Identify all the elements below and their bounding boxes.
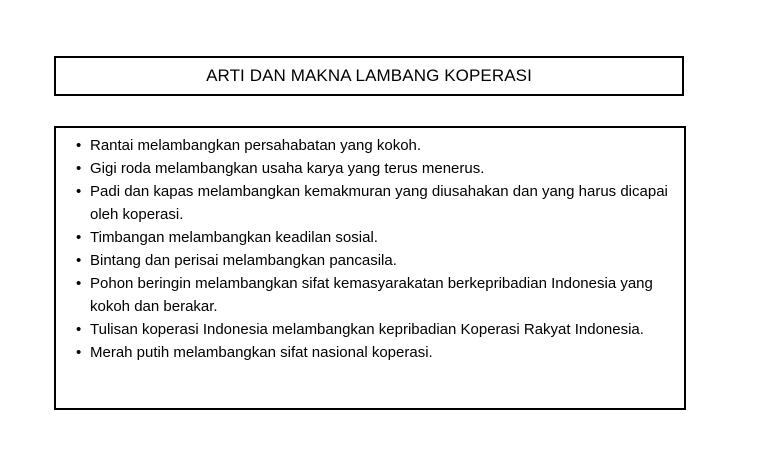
bullet-icon: • (76, 344, 82, 361)
document-title: ARTI DAN MAKNA LAMBANG KOPERASI (206, 66, 532, 85)
list-item-text: Gigi roda melambangkan usaha karya yang terus menerus. (90, 160, 485, 177)
list-item-text: Timbangan melambangkan keadilan sosial. (90, 229, 378, 246)
list-item (76, 157, 674, 180)
list-item (76, 180, 674, 226)
bullet-icon: • (76, 160, 82, 177)
list-item (76, 134, 674, 157)
list-item-text: Merah putih melambangkan sifat nasional koperasi. (90, 344, 433, 361)
list-item-text: Rantai melambangkan persahabatan yang kokoh. (90, 137, 422, 154)
bullet-icon: • (76, 137, 82, 154)
list-item-text: Padi dan kapas melambangkan kemakmuran yang diusahakan dan yang harus dicapai oleh koperasi. (90, 183, 668, 223)
bullet-icon: • (76, 321, 82, 338)
content-box (54, 126, 686, 410)
bullet-icon: • (76, 275, 82, 292)
bullet-list (76, 134, 674, 364)
bullet-icon: • (76, 252, 82, 269)
list-item (76, 249, 674, 272)
list-item (76, 341, 674, 364)
bullet-icon: • (76, 229, 82, 246)
list-item (76, 318, 674, 341)
list-item-text: Pohon beringin melambangkan sifat kemasyarakatan berkepribadian Indonesia yang kokoh dan berakar. (90, 275, 653, 315)
list-item (76, 226, 674, 249)
title-box (54, 56, 684, 96)
list-item-text: Bintang dan perisai melambangkan pancasila. (90, 252, 397, 269)
list-item-text: Tulisan koperasi Indonesia melambangkan kepribadian Koperasi Rakyat Indonesia. (90, 321, 644, 338)
list-item (76, 272, 674, 318)
bullet-icon: • (76, 183, 82, 200)
